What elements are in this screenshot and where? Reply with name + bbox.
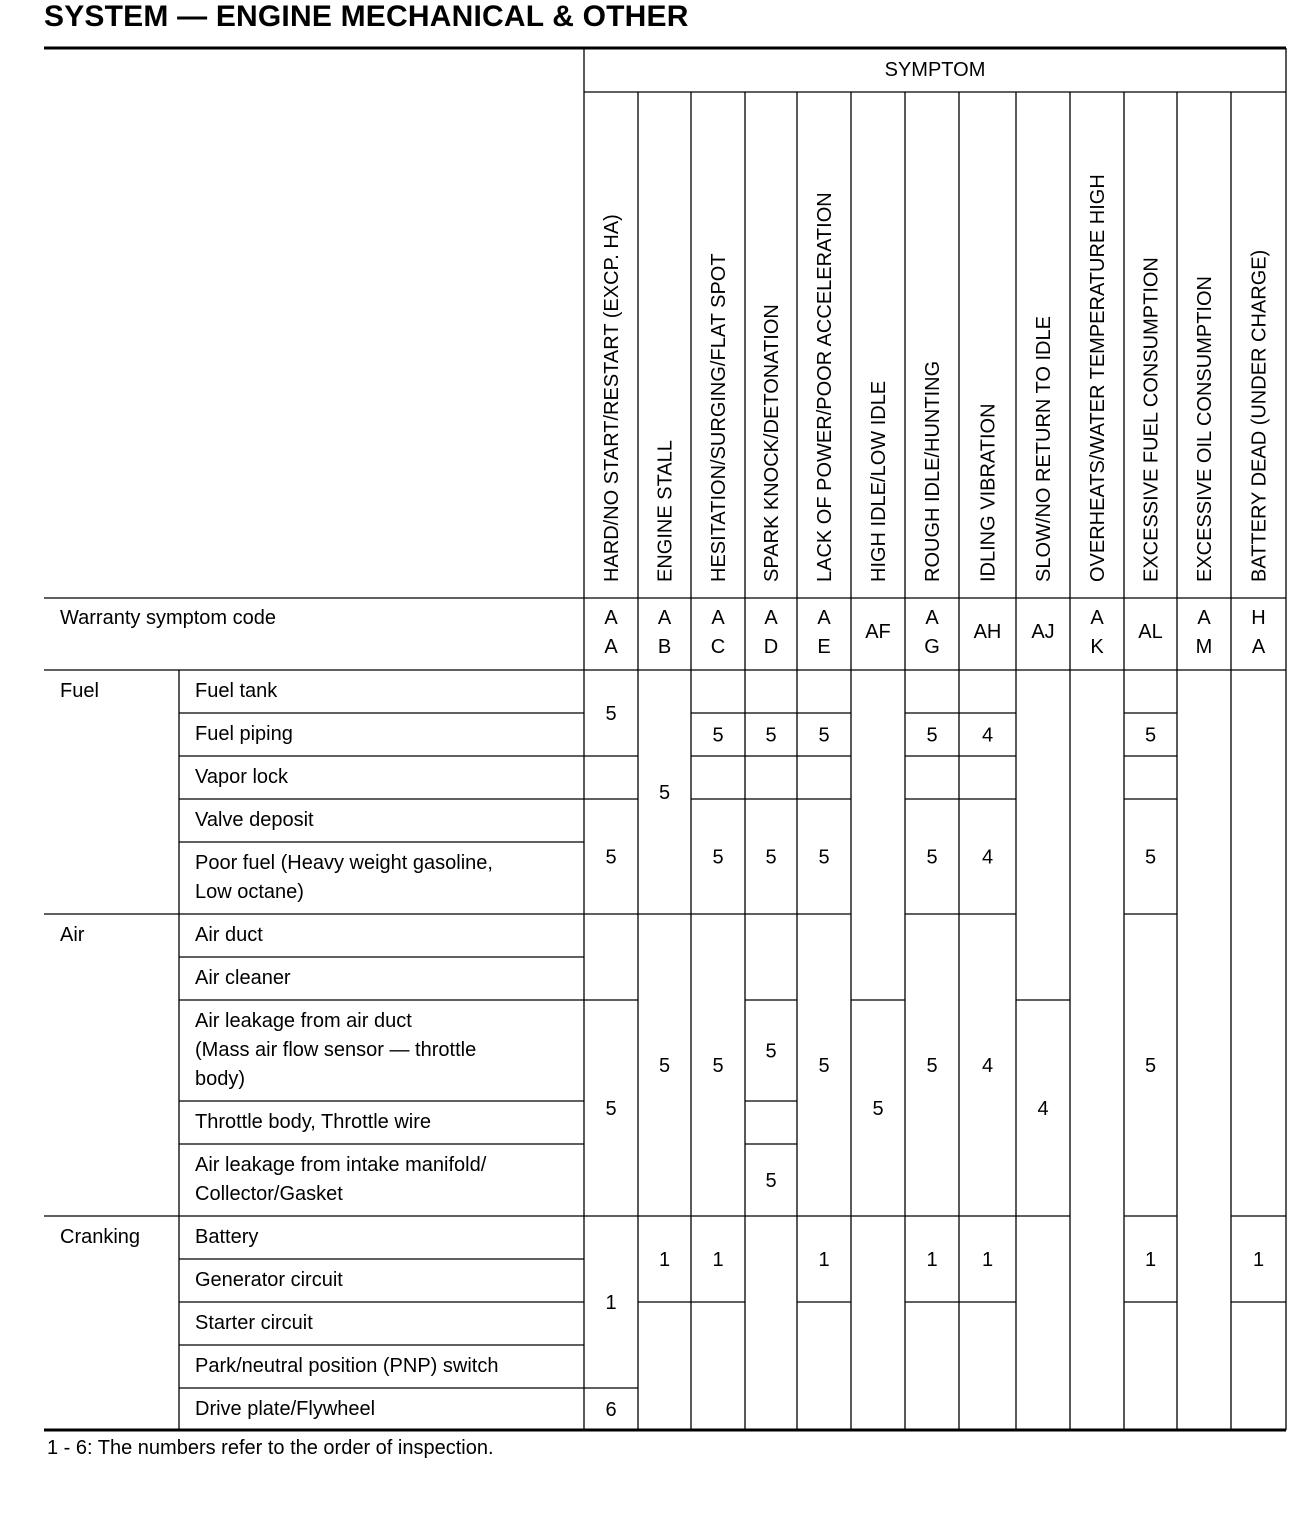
inspection-order-value: 5: [765, 1170, 777, 1192]
warranty-code: A: [925, 607, 939, 629]
symptom-column-label: EXCESSIVE OIL CONSUMPTION: [1194, 276, 1216, 582]
item-label: body): [195, 1068, 246, 1090]
inspection-order-value: 5: [605, 846, 617, 869]
inspection-order-value: 1: [818, 1249, 830, 1271]
warranty-code: A: [1197, 607, 1211, 629]
warranty-code: AJ: [1031, 621, 1055, 643]
warranty-code: B: [657, 636, 672, 658]
item-label: Air duct: [195, 924, 263, 946]
inspection-order-value: 5: [926, 846, 938, 869]
inspection-order-value: 5: [658, 782, 671, 804]
symptom-column-label: BATTERY DEAD (UNDER CHARGE): [1248, 249, 1271, 582]
warranty-code: M: [1195, 636, 1213, 658]
group-label-air: Air: [60, 924, 85, 946]
warranty-code-label: Warranty symptom code: [60, 607, 276, 629]
inspection-order-value: 4: [981, 724, 994, 747]
item-label: Vapor lock: [195, 766, 289, 788]
inspection-order-value: 5: [658, 1055, 671, 1077]
symptom-column-label: ROUGH IDLE/HUNTING: [922, 360, 944, 582]
inspection-order-value: 5: [605, 1098, 617, 1120]
inspection-order-value: 4: [981, 846, 994, 869]
warranty-code: A: [1090, 607, 1104, 629]
group-label-fuel: Fuel: [60, 680, 99, 702]
group-label-cranking: Cranking: [60, 1226, 141, 1248]
item-label: Starter circuit: [195, 1312, 313, 1334]
symptom-column-label: HIGH IDLE/LOW IDLE: [868, 380, 890, 582]
inspection-order-value: 1: [712, 1249, 724, 1271]
inspection-order-value: 1: [1252, 1249, 1265, 1271]
warranty-code: E: [817, 636, 831, 658]
warranty-code: A: [604, 607, 618, 629]
inspection-order-value: 5: [872, 1098, 884, 1120]
symptom-column-label: IDLING VIBRATION: [977, 403, 1000, 582]
symptom-column-label: LACK OF POWER/POOR ACCELERATION: [814, 192, 836, 582]
item-label: Park/neutral position (PNP) switch: [195, 1355, 499, 1377]
item-label: Fuel tank: [195, 680, 278, 702]
page-title: SYSTEM — ENGINE MECHANICAL & OTHER: [44, 0, 689, 33]
item-label: Low octane): [195, 881, 304, 903]
item-label: Fuel piping: [195, 723, 293, 745]
inspection-order-value: 5: [926, 724, 938, 747]
symptom-column-label: SLOW/NO RETURN TO IDLE: [1033, 316, 1055, 582]
warranty-code: A: [817, 607, 831, 629]
inspection-order-value: 5: [818, 1055, 830, 1077]
inspection-order-value: 5: [765, 724, 777, 747]
item-label: Air cleaner: [195, 967, 291, 989]
inspection-order-value: 5: [765, 846, 777, 869]
inspection-order-value: 1: [605, 1292, 617, 1314]
item-label: Poor fuel (Heavy weight gasoline,: [195, 852, 493, 874]
warranty-code: AL: [1138, 621, 1163, 643]
warranty-code: A: [711, 607, 725, 629]
symptom-column-label: HARD/NO START/RESTART (EXCP. HA): [601, 214, 623, 582]
inspection-order-value: 1: [658, 1249, 671, 1271]
symptom-column-label: EXCESSIVE FUEL CONSUMPTION: [1140, 257, 1163, 582]
warranty-code: A: [604, 636, 618, 658]
item-label: Air leakage from air duct: [195, 1010, 412, 1032]
warranty-code: C: [710, 636, 726, 658]
warranty-code: A: [657, 607, 672, 629]
footnote: 1 - 6: The numbers refer to the order of inspection.: [47, 1437, 494, 1459]
inspection-order-value: 5: [1144, 846, 1157, 869]
symptom-column-label: ENGINE STALL: [654, 440, 677, 582]
item-label: (Mass air flow sensor — throttle: [195, 1039, 477, 1061]
item-label: Throttle body, Throttle wire: [195, 1111, 432, 1133]
inspection-order-value: 6: [605, 1399, 617, 1421]
warranty-code: G: [924, 636, 940, 658]
warranty-code: K: [1090, 636, 1104, 658]
item-label: Generator circuit: [195, 1269, 343, 1291]
inspection-order-value: 5: [712, 846, 724, 869]
item-label: Drive plate/Flywheel: [195, 1398, 376, 1420]
inspection-order-value: 5: [765, 1040, 777, 1063]
symptom-column-label: SPARK KNOCK/DETONATION: [761, 304, 783, 582]
warranty-code: H: [1251, 607, 1266, 629]
warranty-code: D: [763, 636, 779, 658]
warranty-code: A: [764, 607, 778, 629]
inspection-order-value: 4: [1037, 1098, 1049, 1120]
inspection-order-value: 1: [926, 1249, 938, 1271]
item-label: Collector/Gasket: [195, 1183, 343, 1205]
inspection-order-value: 1: [981, 1249, 994, 1271]
inspection-order-value: 5: [926, 1055, 938, 1077]
symptom-header-label: SYMPTOM: [884, 59, 986, 81]
warranty-code: A: [1251, 636, 1266, 658]
warranty-code: AH: [973, 621, 1002, 643]
inspection-order-value: 5: [712, 724, 724, 747]
symptom-column-label: HESITATION/SURGING/FLAT SPOT: [708, 253, 730, 582]
item-label: Battery: [195, 1226, 259, 1248]
inspection-order-value: 5: [605, 703, 617, 725]
symptom-column-label: OVERHEATS/WATER TEMPERATURE HIGH: [1087, 174, 1109, 582]
inspection-order-value: 1: [1144, 1249, 1157, 1271]
inspection-order-value: 5: [712, 1055, 724, 1077]
item-label: Air leakage from intake manifold/: [195, 1154, 487, 1176]
inspection-order-value: 4: [981, 1055, 994, 1077]
inspection-order-value: 5: [1144, 724, 1157, 747]
item-label: Valve deposit: [195, 809, 314, 831]
inspection-order-value: 5: [818, 724, 830, 747]
warranty-code: AF: [865, 621, 891, 643]
inspection-order-value: 5: [1144, 1055, 1157, 1077]
inspection-order-value: 5: [818, 846, 830, 869]
